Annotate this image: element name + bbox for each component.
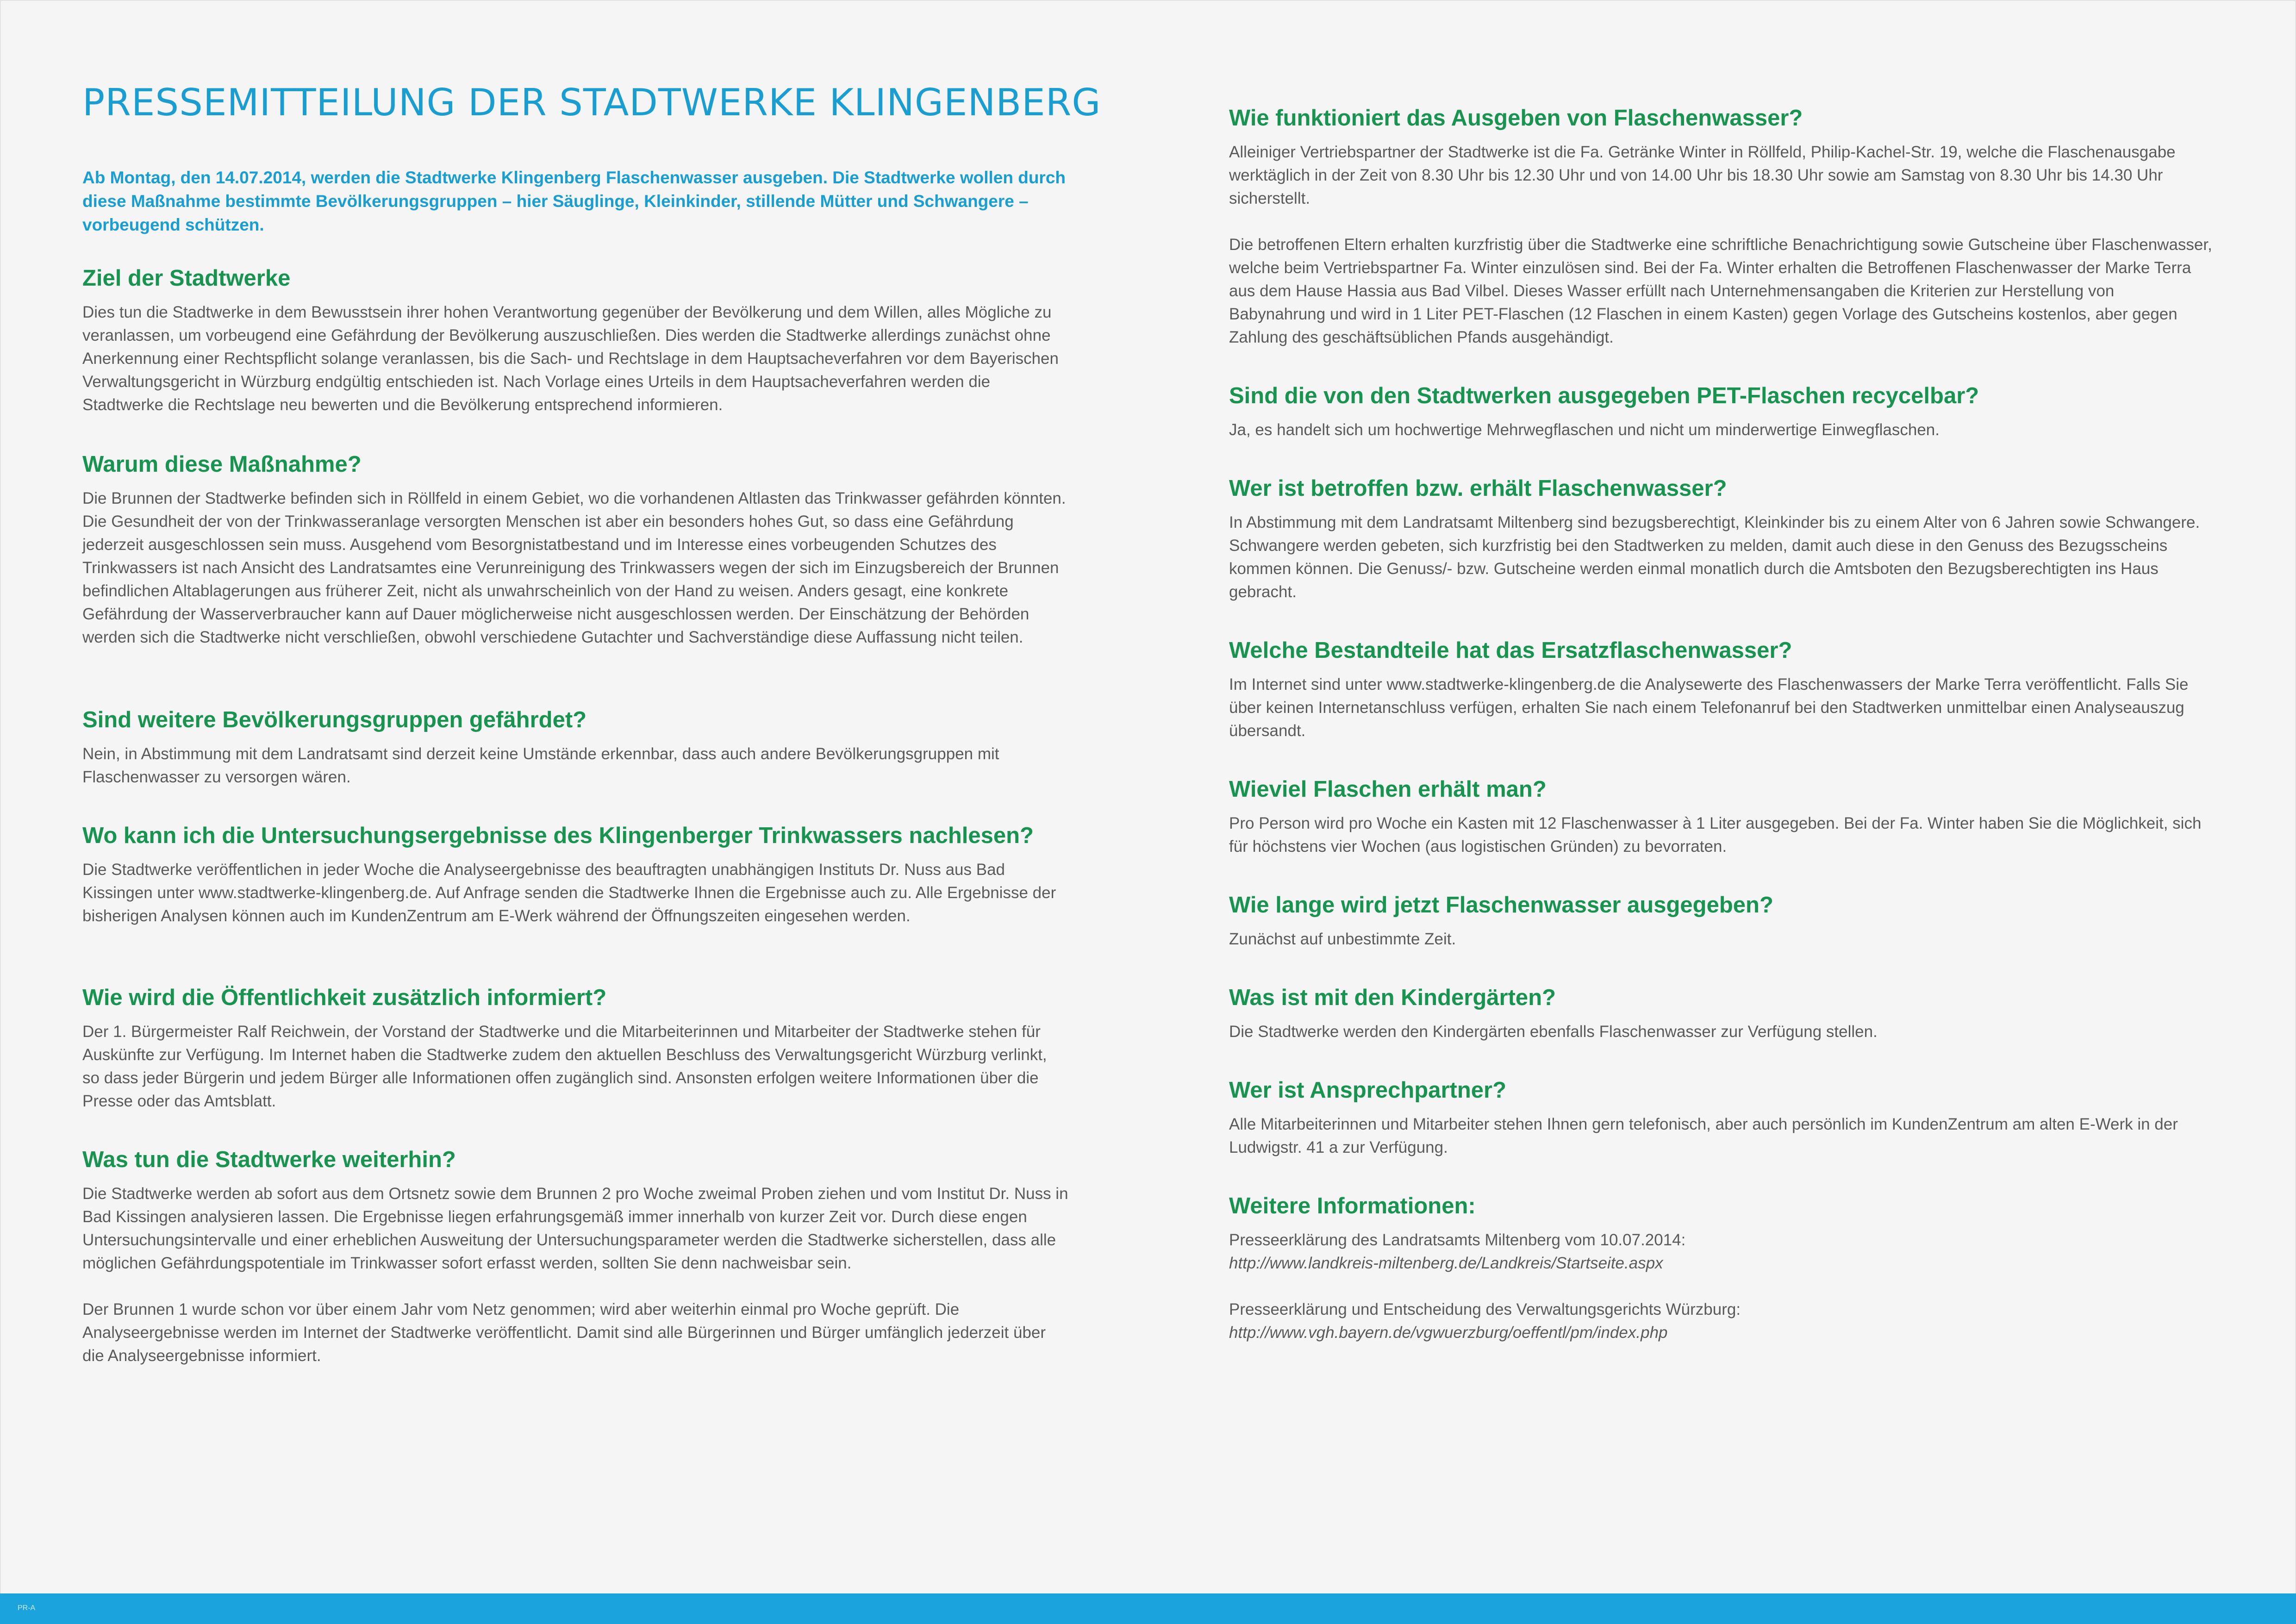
section-heading: Sind weitere Bevölkerungsgruppen gefährdet? xyxy=(82,707,587,732)
section-text: Die Stadtwerke werden den Kindergärten ebenfalls Flaschenwasser zur Verfügung stellen. xyxy=(1229,1023,1878,1041)
section-heading: Weitere Informationen: xyxy=(1229,1193,1476,1218)
section-heading: Was tun die Stadtwerke weiterhin? xyxy=(82,1147,456,1172)
section-kindergaerten xyxy=(1229,982,2215,1043)
section-bestandteile xyxy=(1229,635,2215,743)
reference-link-vgh[interactable]: http://www.vgh.bayern.de/vgwuerzburg/oeffentl/pm/index.php xyxy=(1229,1324,1668,1342)
section-heading: Welche Bestandteile hat das Ersatzflaschenwasser? xyxy=(1229,638,1792,663)
section-ziel xyxy=(82,263,1068,417)
lead-paragraph: Ab Montag, den 14.07.2014, werden die Stadtwerke Klingenberg Flaschenwasser ausgeben. Die Stadtwerke wollen durch diese Maßnahme bestimmte Bevölkerungsgruppen – hier Säuglinge, Kleinkinder, stillende Mütter und Schwangere – vorbeugend schützen. xyxy=(82,168,1066,234)
section-ansprechpartner xyxy=(1229,1075,2215,1159)
section-heading: Wo kann ich die Untersuchungsergebnisse des Klingenberger Trinkwassers nachlesen? xyxy=(82,823,1034,848)
section-text: Die betroffenen Eltern erhalten kurzfristig über die Stadtwerke eine schriftliche Benachrichtigung sowie Gutscheine über Flaschenwasser, welche beim Vertriebspartner Fa. Winter einzulösen sind. Bei der Fa. Winter erhalten die Betroffenen Flaschenwasser der Marke Terra aus dem Hause Hassia aus Bad Vilbel. Dieses Wasser erfüllt nach Unternehmensangaben die Kriterien zur Herstellung von Babynahrung und wird in 1 Liter PET-Flaschen (12 Flaschen in einem Kasten) gegen Vorlage des Gutscheins kostenlos, aber gegen Zahlung des geschäftsüblichen Pfands ausgehändigt. xyxy=(1229,236,2212,346)
section-text: Die Brunnen der Stadtwerke befinden sich in Röllfeld in einem Gebiet, wo die vorhandenen Altlasten das Trinkwasser gefährden könnten. Die Gesundheit der von der Trinkwasseranlage versorgten Menschen ist aber ein besonders hohes Gut, so dass eine Gefährdung jederzeit ausgeschlossen sein muss. Ausgehend vom Besorgnistatbestand und im Interesse eines vorbeugenden Schutzes des Trinkwassers ist nach Ansicht des Landratsamtes eine Verunreinigung des Trinkwassers wegen der sich im Einzugsbereich der Brunnen befindlichen Altablagerungen aus früherer Zeit, nicht als unwahrscheinlich von der Hand zu weisen. Anders gesagt, eine konkrete Gefährdung der Wasserverbraucher kann auf Dauer möglicherweise nicht ausgeschlossen werden. Der Einschätzung der Behörden werden sich die Stadtwerke nicht verschließen, obwohl verschiedene Gutachter und Sachverständige diese Auffassung nicht teilen. xyxy=(82,489,1066,646)
section-text: Ja, es handelt sich um hochwertige Mehrwegflaschen und nicht um minderwertige Einwegflaschen. xyxy=(1229,421,1940,439)
section-heading: Was ist mit den Kindergärten? xyxy=(1229,985,1556,1010)
section-wie-lange xyxy=(1229,890,2215,951)
section-heading: Wer ist betroffen bzw. erhält Flaschenwasser? xyxy=(1229,476,1727,501)
section-weiterhin xyxy=(82,1144,1068,1368)
section-weitere-informationen xyxy=(1229,1191,2215,1344)
section-text: Im Internet sind unter www.stadtwerke-klingenberg.de die Analysewerte des Flaschenwassers der Marke Terra veröffentlicht. Falls Sie über keinen Internetanschluss verfügen, erhalten Sie nach einem Telefonanruf bei den Stadtwerken unmittelbar einen Analyseauszug übersandt. xyxy=(1229,675,2189,740)
section-weitere-gruppen xyxy=(82,705,1068,789)
section-betroffen xyxy=(1229,473,2215,604)
section-heading: Wieviel Flaschen erhält man? xyxy=(1229,777,1547,802)
section-text: Pro Person wird pro Woche ein Kasten mit 12 Flaschenwasser à 1 Liter ausgegeben. Bei der Fa. Winter haben Sie die Möglichkeit, sich für höchstens vier Wochen (aus logistischen Gründen) zu bevorraten. xyxy=(1229,814,2202,856)
section-heading: Wie lange wird jetzt Flaschenwasser ausgegeben? xyxy=(1229,893,1773,918)
footer-bar xyxy=(0,1593,2296,1624)
reference-text: Presseerklärung des Landratsamts Miltenberg vom 10.07.2014: xyxy=(1229,1231,1686,1249)
page-title: PRESSEMITTEILUNG DER STADTWERKE KLINGENBERG xyxy=(82,81,1101,124)
section-text: Alleiniger Vertriebspartner der Stadtwerke ist die Fa. Getränke Winter in Röllfeld, Philip-Kachel-Str. 19, welche die Flaschenausgabe werktäglich in der Zeit von 8.30 Uhr bis 12.30 Uhr und von 14.00 Uhr bis 18.30 Uhr sowie am Samstag von 8.30 Uhr bis 14.30 Uhr sicherstellt. xyxy=(1229,143,2176,207)
section-text: Alle Mitarbeiterinnen und Mitarbeiter stehen Ihnen gern telefonisch, aber auch persönlich im KundenZentrum am alten E-Werk in der Ludwigstr. 41 a zur Verfügung. xyxy=(1229,1115,2178,1156)
section-heading: Wie funktioniert das Ausgeben von Flaschenwasser? xyxy=(1229,106,1803,131)
section-warum xyxy=(82,449,1068,649)
section-text: Die Stadtwerke werden ab sofort aus dem Ortsnetz sowie dem Brunnen 2 pro Woche zweimal Proben ziehen und vom Institut Dr. Nuss in Bad Kissingen analysieren lassen. Die Ergebnisse liegen erfahrungsgemäß immer innerhalb von kurzer Zeit vor. Durch diese engen Untersuchungsintervalle und einer erheblichen Ausweitung der Untersuchungsparameter werden die Stadtwerke sicherstellen, dass alle möglichen Gefährdungspotentiale im Trinkwasser sofort erfasst werden, sollten Sie denn nachweisbar sein. xyxy=(82,1185,1068,1272)
section-oeffentlichkeit xyxy=(82,982,1068,1113)
section-ergebnisse xyxy=(82,820,1068,928)
reference-link-landkreis[interactable]: http://www.landkreis-miltenberg.de/Landkreis/Startseite.aspx xyxy=(1229,1254,1663,1272)
section-heading: Wer ist Ansprechpartner? xyxy=(1229,1078,1507,1103)
section-text: Zunächst auf unbestimmte Zeit. xyxy=(1229,930,1456,948)
section-wieviel xyxy=(1229,774,2215,858)
reference-text: Presseerklärung und Entscheidung des Verwaltungsgerichts Würzburg: xyxy=(1229,1300,1741,1318)
section-text: Der Brunnen 1 wurde schon vor über einem Jahr vom Netz genommen; wird aber weiterhin einmal pro Woche geprüft. Die Analyseergebnisse werden im Internet der Stadtwerke veröffentlicht. Damit sind alle Bürgerinnen und Bürger umfänglich jederzeit über die Analyseergebnisse informiert. xyxy=(82,1300,1046,1365)
section-text: Nein, in Abstimmung mit dem Landratsamt sind derzeit keine Umstände erkennbar, dass auch andere Bevölkerungsgruppen mit Flaschenwasser zu versorgen wären. xyxy=(82,745,999,786)
section-text: Die Stadtwerke veröffentlichen in jeder Woche die Analyseergebnisse des beauftragten unabhängigen Instituts Dr. Nuss aus Bad Kissingen unter www.stadtwerke-klingenberg.de. Auf Anfrage senden die Stadtwerke Ihnen die Ergebnisse auch zu. Alle Ergebnisse der bisherigen Analysen können auch im KundenZentrum am E-Werk während der Öffnungszeiten eingesehen werden. xyxy=(82,861,1056,925)
section-heading: Warum diese Maßnahme? xyxy=(82,452,362,477)
section-ausgeben xyxy=(1229,103,2215,349)
section-text: In Abstimmung mit dem Landratsamt Miltenberg sind bezugsberechtigt, Kleinkinder bis zu einem Alter von 6 Jahren sowie Schwangere. Schwangere werden gebeten, sich kurzfristig bei den Stadtwerken zu melden, damit auch diese in den Genuss des Bezugsscheins kommen können. Die Genuss/- bzw. Gutscheine werden einmal monatlich durch die Amtsboten den Bezugsberechtigten ins Haus gebracht. xyxy=(1229,513,2200,601)
section-heading: Sind die von den Stadtwerken ausgegeben PET-Flaschen recycelbar? xyxy=(1229,383,1979,408)
section-recycelbar xyxy=(1229,381,2215,442)
section-heading: Ziel der Stadtwerke xyxy=(82,266,291,291)
section-text: Der 1. Bürgermeister Ralf Reichwein, der Vorstand der Stadtwerke und die Mitarbeiterinnen und Mitarbeiter der Stadtwerke stehen für Auskünfte zur Verfügung. Im Internet haben die Stadtwerke zudem den aktuellen Beschluss des Verwaltungsgericht Würzburg verlinkt, so dass jeder Bürgerin und jedem Bürger alle Informationen offen zugänglich sind. Ansonsten erfolgen weitere Informationen über die Presse oder das Amtsblatt. xyxy=(82,1023,1047,1110)
footer-mark: PR-A xyxy=(18,1604,36,1612)
section-text: Dies tun die Stadtwerke in dem Bewusstsein ihrer hohen Verantwortung gegenüber der Bevölkerung und dem Willen, alles Mögliche zu veranlassen, um vorbeugend eine Gefährdung der Bevölkerung auszuschließen. Dies werden die Stadtwerke allerdings zunächst ohne Anerkennung einer Rechtspflicht solange veranlassen, bis die Sach- und Rechtslage in dem Hauptsacheverfahren vor dem Bayerischen Verwaltungsgericht in Würzburg endgültig entschieden ist. Nach Vorlage eines Urteils in dem Hauptsacheverfahren werden die Stadtwerke die Rechtslage neu bewerten und die Bevölkerung entsprechend informieren. xyxy=(82,303,1059,414)
section-heading: Wie wird die Öffentlichkeit zusätzlich informiert? xyxy=(82,985,607,1010)
